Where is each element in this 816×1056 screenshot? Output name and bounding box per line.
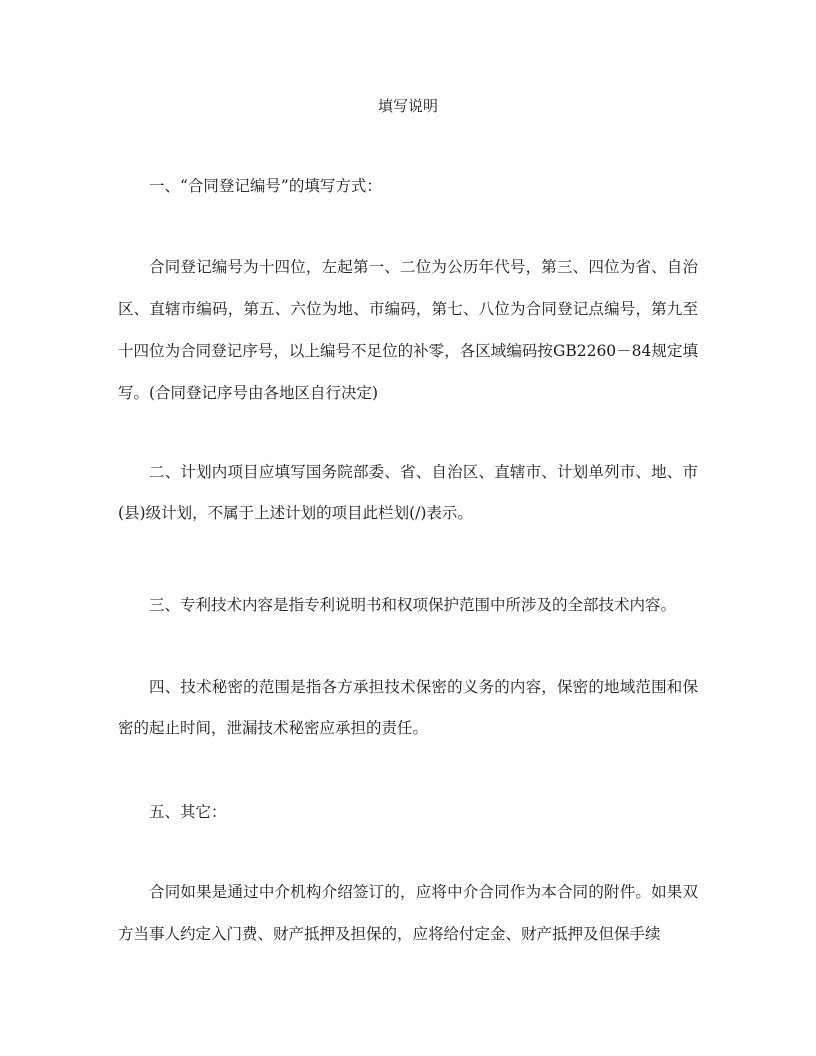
section-4-body: 四、技术秘密的范围是指各方承担技术保密的义务的内容，保密的地域范围和保密的起止时间，泄漏技术秘密应承担的责任。 (118, 678, 698, 737)
section-1-heading: 一、“合同登记编号”的填写方式： (149, 177, 382, 195)
section-5-heading: 五、其它： (149, 803, 227, 821)
section-2-body: 二、计划内项目应填写国务院部委、省、自治区、直辖市、计划单列市、地、市(县)级计划，不属于上述计划的项目此栏划(/)表示。 (118, 463, 698, 522)
page-title: 填写说明 (377, 97, 438, 115)
section-1-body: 合同登记编号为十四位，左起第一、二位为公历年代号，第三、四位为省、自治区、直辖市编码，第五、六位为地、市编码，第七、八位为合同登记点编号，第九至十四位为合同登记序号，以上编号不足位的补零，各区域编码按GB2260－84规定填写。(合同登记序号由各地区自行决定) (118, 258, 698, 402)
section-5-body: 合同如果是通过中介机构介绍签订的，应将中介合同作为本合同的附件。如果双方当事人约定入门费、财产抵押及担保的，应将给付定金、财产抵押及但保手续 (118, 883, 698, 943)
section-3-body: 三、专利技术内容是指专利说明书和权项保护范围中所涉及的全部技术内容。 (149, 596, 677, 614)
